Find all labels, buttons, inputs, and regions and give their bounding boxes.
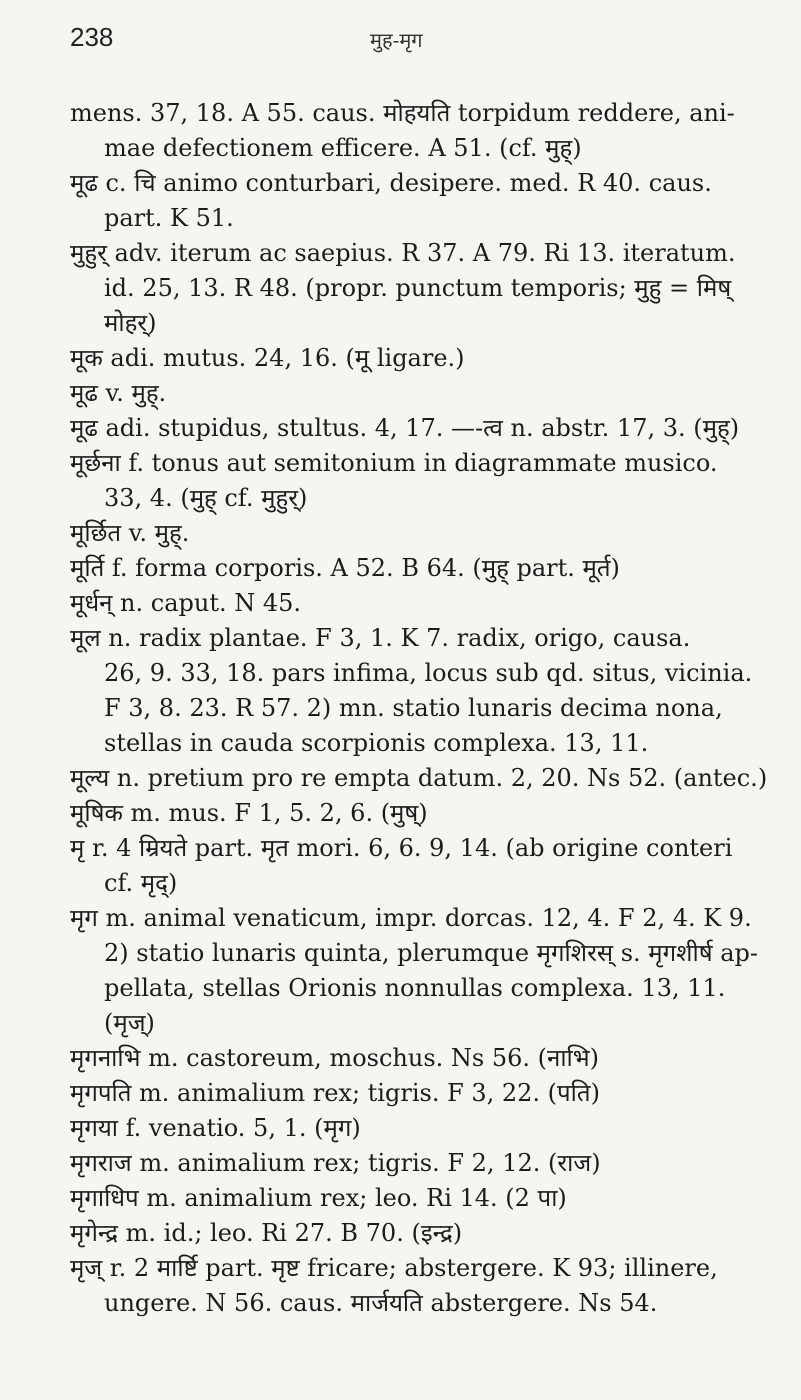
entry-headline: मृगाधिप m. animalium rex; leo. Ri 14. (2 पा) [70,1184,567,1212]
dictionary-entry [70,1041,780,1076]
dictionary-entry [70,831,780,901]
running-head: मुह-मृग [370,28,423,52]
dictionary-entry [70,761,780,796]
dictionary-entries [70,96,780,1321]
entry-continuation: id. 25, 13. R 48. (propr. punctum temporis; मुहु = मिष् मोहर्) [104,274,732,337]
dictionary-entry [70,1076,780,1111]
entry-continuation: part. K 51. [104,204,234,232]
dictionary-entry [70,551,780,586]
entry-continuation: 26, 9. 33, 18. pars infima, locus sub qd. situs, vicinia. [104,659,753,687]
entry-headline: मूल्य n. pretium pro re empta datum. 2, 20. Ns 52. (antec.) [70,764,768,792]
entry-headline: मूढ adi. stupidus, stultus. 4, 17. —-त्व n. abstr. 17, 3. (मुह्) [70,414,740,442]
dictionary-entry [70,446,780,516]
dictionary-entry [70,411,780,446]
entry-continuation: cf. मृद्) [104,869,178,897]
page-number: 238 [70,22,114,52]
dictionary-entry [70,1111,780,1146]
entry-headline: मृगपति m. animalium rex; tigris. F 3, 22. (पति) [70,1079,600,1107]
dictionary-entry [70,376,780,411]
entry-continuation: 33, 4. (मुह् cf. मुहुर्) [104,484,308,512]
entry-headline: मूक adi. mutus. 24, 16. (मू ligare.) [70,344,465,372]
dictionary-entry [70,341,780,376]
entry-headline: मूढ v. मुह्. [70,379,167,407]
entry-continuation: ungere. N 56. caus. मार्जयति abstergere. Ns 54. [104,1289,658,1317]
entry-headline: मृज् r. 2 मार्ष्टि part. मृष्ट fricare; abstergere. K 93; illinere, [70,1254,718,1282]
dictionary-entry [70,586,780,621]
entry-headline: मृ r. 4 म्रियते part. मृत mori. 6, 6. 9, 14. (ab origine conteri [70,834,733,862]
entry-continuation: F 3, 8. 23. R 57. 2) mn. statio lunaris decima nona, [104,694,723,722]
entry-headline: मूर्धन् n. caput. N 45. [70,589,302,617]
dictionary-entry [70,1216,780,1251]
entry-continuation: pellata, stellas Orionis nonnullas complexa. 13, 11. (मृज्) [104,974,726,1037]
entry-headline: मूर्ति f. forma corporis. A 52. B 64. (मुह् part. मूर्त) [70,554,620,582]
entry-headline: मूल n. radix plantae. F 3, 1. K 7. radix, origo, causa. [70,624,691,652]
entry-headline: मृगराज m. animalium rex; tigris. F 2, 12. (राज) [70,1149,601,1177]
entry-headline: मृगया f. venatio. 5, 1. (मृग) [70,1114,361,1142]
entry-continuation: 2) statio lunaris quinta, plerumque मृगशिरस् s. मृगशीर्ष ap- [104,939,758,967]
dictionary-entry [70,796,780,831]
entry-continuation: mae defectionem efficere. A 51. (cf. मुह्) [104,134,582,162]
entry-headline: मृगनाभि m. castoreum, moschus. Ns 56. (नाभि) [70,1044,599,1072]
entry-headline: मृग m. animal venaticum, impr. dorcas. 12, 4. F 2, 4. K 9. [70,904,752,932]
dictionary-entry [70,516,780,551]
entry-headline: मूर्छना f. tonus aut semitonium in diagrammate musico. [70,449,718,477]
entry-headline: मूषिक m. mus. F 1, 5. 2, 6. (मुष्) [70,799,428,827]
entry-headline: mens. 37, 18. A 55. caus. मोहयति torpidum reddere, ani- [70,99,735,127]
dictionary-entry [70,1146,780,1181]
entry-headline: मुहुर् adv. iterum ac saepius. R 37. A 79. Ri 13. iteratum. [70,239,736,267]
entry-headline: मूर्छित v. मुह्. [70,519,190,547]
dictionary-entry [70,96,780,166]
entry-headline: मृगेन्द्र m. id.; leo. Ri 27. B 70. (इन्द्र) [70,1219,463,1247]
entry-continuation: stellas in cauda scorpionis complexa. 13, 11. [104,729,649,757]
dictionary-entry [70,1181,780,1216]
dictionary-entry [70,236,780,341]
dictionary-entry [70,1251,780,1321]
dictionary-entry [70,901,780,1041]
dictionary-entry [70,166,780,236]
dictionary-entry [70,621,780,761]
entry-headline: मूढ c. चि animo conturbari, desipere. med. R 40. caus. [70,169,712,197]
